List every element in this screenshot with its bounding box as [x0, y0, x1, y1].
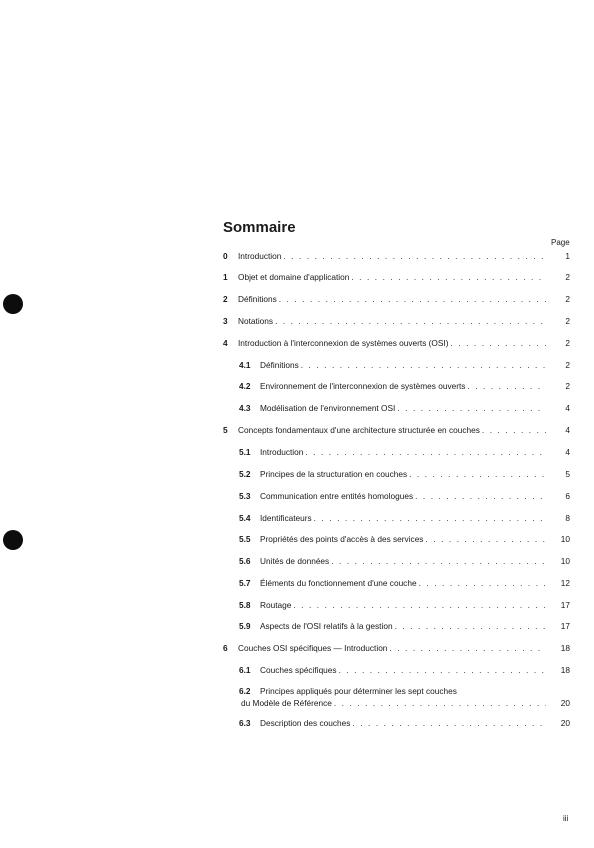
leader-dots: [395, 620, 546, 632]
toc-entry: [223, 664, 570, 676]
page-column-header: Page: [551, 238, 570, 247]
toc-entry: [223, 685, 570, 709]
leader-dots: [275, 315, 546, 327]
section-title: Modélisation de l'environnement OSI: [260, 403, 396, 413]
page-number: 2: [565, 294, 570, 304]
page-title: Sommaire: [223, 219, 296, 236]
section-number: 5.9: [239, 621, 251, 631]
leader-dots: [451, 337, 547, 349]
section-title: Introduction: [260, 447, 304, 457]
section-number: 3: [223, 316, 228, 326]
toc-entry: [223, 380, 570, 392]
section-number: 5.1: [239, 447, 251, 457]
toc-entry: [223, 315, 570, 327]
section-number: 5.8: [239, 600, 251, 610]
leader-dots: [467, 380, 546, 392]
toc-entry: [223, 599, 570, 611]
page-number: 5: [565, 469, 570, 479]
section-title: Description des couches: [260, 718, 351, 728]
punch-hole: [3, 530, 23, 550]
section-title: Couches OSI spécifiques — Introduction: [238, 643, 388, 653]
section-title-continued: du Modèle de Référence: [241, 698, 332, 708]
page-number: 10: [560, 534, 570, 544]
page-number: 18: [560, 665, 570, 675]
page-number: 12: [560, 578, 570, 588]
page-number: 4: [565, 403, 570, 413]
leader-dots: [293, 599, 546, 611]
toc-entry: [223, 490, 570, 502]
leader-dots: [331, 555, 546, 567]
page-number: 10: [560, 556, 570, 566]
page-number: 4: [565, 447, 570, 457]
leader-dots: [409, 468, 546, 480]
leader-dots: [419, 577, 546, 589]
section-number: 2: [223, 294, 228, 304]
section-number: 5.2: [239, 469, 251, 479]
toc-entry: [223, 402, 570, 414]
section-number: 6.1: [239, 665, 251, 675]
section-number: 5.4: [239, 513, 251, 523]
toc-entry: [223, 424, 570, 436]
section-number: 6.3: [239, 718, 251, 728]
page-number: 2: [565, 272, 570, 282]
section-title: Environnement de l'interconnexion de systèmes ouverts: [260, 381, 466, 391]
section-title: Concepts fondamentaux d'une architecture structurée en couches: [238, 425, 480, 435]
leader-dots: [415, 490, 546, 502]
toc-entry: [223, 359, 570, 371]
leader-dots: [397, 402, 546, 414]
section-title: Éléments du fonctionnement d'une couche: [260, 578, 417, 588]
page-number: 6: [565, 491, 570, 501]
section-title: Aspects de l'OSI relatifs à la gestion: [260, 621, 393, 631]
page-folio: iii: [563, 814, 569, 823]
page-number: 8: [565, 513, 570, 523]
page-number: 2: [565, 381, 570, 391]
toc-entry: [223, 717, 570, 729]
leader-dots: [482, 424, 546, 436]
toc-entry: [223, 577, 570, 589]
leader-dots: [301, 359, 546, 371]
leader-dots: [305, 446, 546, 458]
section-number: 6: [223, 643, 228, 653]
leader-dots: [279, 293, 546, 305]
leader-dots: [283, 250, 546, 262]
punch-hole: [3, 294, 23, 314]
leader-dots: [314, 512, 546, 524]
section-title: Objet et domaine d'application: [238, 272, 350, 282]
page-number: 20: [560, 718, 570, 728]
section-title: Introduction à l'interconnexion de systèmes ouverts (OSI): [238, 338, 449, 348]
section-number: 5.3: [239, 491, 251, 501]
toc-entry: [223, 250, 570, 262]
section-title: Unités de données: [260, 556, 330, 566]
section-number: 4.3: [239, 403, 251, 413]
section-title: Identificateurs: [260, 513, 312, 523]
toc-entry: [223, 446, 570, 458]
page-number: 20: [560, 698, 570, 708]
page-number: 2: [565, 316, 570, 326]
section-title: Définitions: [260, 360, 299, 370]
toc-entry: [223, 533, 570, 545]
section-number: 4: [223, 338, 228, 348]
toc-entry: [223, 555, 570, 567]
section-number: 5: [223, 425, 228, 435]
toc-entry: [223, 642, 570, 654]
page-number: 2: [565, 360, 570, 370]
section-number: 4.1: [239, 360, 251, 370]
section-title: Définitions: [238, 294, 277, 304]
section-title: Couches spécifiques: [260, 665, 337, 675]
leader-dots: [352, 717, 546, 729]
toc-entry: [223, 293, 570, 305]
page-number: 18: [560, 643, 570, 653]
toc-entry: [223, 271, 570, 283]
section-title: Principes de la structuration en couches: [260, 469, 408, 479]
section-number: 5.7: [239, 578, 251, 588]
section-number: 1: [223, 272, 228, 282]
section-number: 6.2: [239, 686, 251, 696]
toc-entry: [223, 512, 570, 524]
page-number: 1: [565, 251, 570, 261]
section-title: Introduction: [238, 251, 282, 261]
page-number: 2: [565, 338, 570, 348]
page-number: 4: [565, 425, 570, 435]
leader-dots: [425, 533, 546, 545]
section-number: 4.2: [239, 381, 251, 391]
toc-entry: [223, 468, 570, 480]
toc-entry: [223, 620, 570, 632]
section-title: Routage: [260, 600, 292, 610]
toc-entry: [223, 337, 570, 349]
section-number: 0: [223, 251, 228, 261]
leader-dots: [351, 271, 546, 283]
section-title: Notations: [238, 316, 274, 326]
section-title: Propriétés des points d'accès à des services: [260, 534, 424, 544]
section-number: 5.5: [239, 534, 251, 544]
leader-dots: [334, 697, 546, 709]
page-number: 17: [560, 600, 570, 610]
leader-dots: [389, 642, 546, 654]
page-number: 17: [560, 621, 570, 631]
leader-dots: [339, 664, 546, 676]
section-number: 5.6: [239, 556, 251, 566]
section-title: Communication entre entités homologues: [260, 491, 414, 501]
section-title: Principes appliqués pour déterminer les sept couches: [260, 686, 457, 696]
